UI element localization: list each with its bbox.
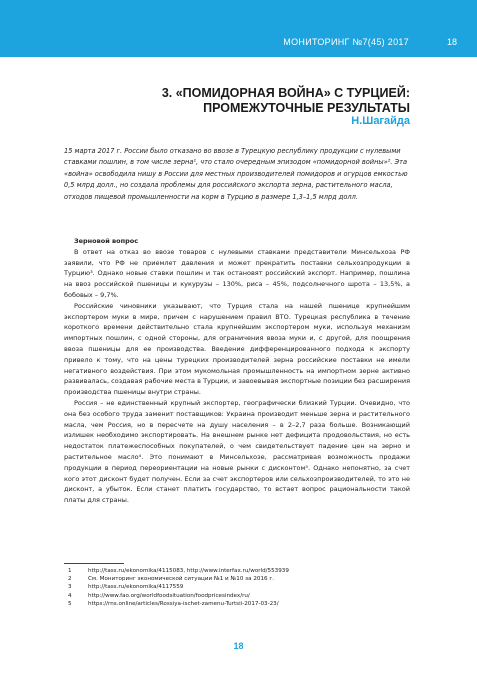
footnote-divider <box>64 563 124 564</box>
journal-title: МОНИТОРИНГ №7(45) 2017 <box>283 37 409 47</box>
footnote-link[interactable]: http://tass.ru/ekonomika/4117559 <box>88 584 184 591</box>
body-paragraph: В ответ на отказ во ввозе товаров с нулевыми ставками представители Минсельхоза РФ заявили, что РФ не приемлет давления и может прекратить поставки сельхозпродукции в Турцию³. Однако новые ставки пошлин и так остановят российский экспорт. Например, пошлина на ввоз российской пшеницы и кукурузы – 130%, риса – 45%, подсолнечного шрота – 13,5%, а бобовых – 9,7%. <box>64 247 410 299</box>
section-heading: Зерновой вопрос <box>74 237 139 245</box>
footnote-link[interactable]: http://tass.ru/ekonomika/4115083, http://www.interfax.ru/world/553939 <box>88 568 289 574</box>
footnote <box>64 583 410 591</box>
footnote <box>64 600 410 608</box>
footnote <box>64 592 410 600</box>
article-title-line-2: ПРОМЕЖУТОЧНЫЕ РЕЗУЛЬТАТЫ <box>203 101 410 115</box>
body-paragraph: Российские чиновники указывают, что Турция стала на нашей пшенице крупнейшим экспортером муки в мире, причем с нарушением правил ВТО. Турецкая республика в течение короткого времени действительно стала крупнейшим экспортером муки, используя механизм импортных пошлин, с одной стороны, для ограничения ввоза муки и, с другой, для поощрения ввоза пшеницы для ее производства. Введение дифференцированного подхода к экспорту привело к тому, что на цены турецких производителей зерна российские поставки не имели негативного воздействия. При этом мукомольная промышленность на импортном зерне активно развивалась, создавая рабочие места в Турции, и завоевывая экспортные позиции без расширения производства пшеницы внутри страны. <box>64 301 410 397</box>
header-bar <box>0 0 477 57</box>
header-page-number: 18 <box>446 37 457 47</box>
article-title-line-1: 3. «ПОМИДОРНАЯ ВОЙНА» С ТУРЦИЕЙ: <box>161 86 410 100</box>
page-folio: 18 <box>233 641 244 651</box>
footnote-link[interactable]: http://www.fao.org/worldfoodsituation/foodpricesindex/ru/ <box>88 592 250 599</box>
article-author: Н.Шагайда <box>351 115 410 127</box>
footnote-number: 5 <box>68 600 72 607</box>
footnote-number: 3 <box>68 584 72 591</box>
footnote <box>64 575 410 583</box>
article-body <box>64 236 410 506</box>
footnote-number: 1 <box>68 568 72 574</box>
footnote-text: См. Мониторинг экономической ситуации №1 и №10 за 2016 г. <box>88 576 275 583</box>
article-lead: 15 марта 2017 г. России было отказано во ввозе в Турецкую республику продукции с нулевыми ставками пошлин, в том числе зерна¹, что стало очередным эпизодом «помидорной войны»². Эта «война» освободила нишу в России для местных производителей помидоров и огурцов емкостью 0,5 млрд долл., но создала проблемы для российского экспорта зерна, растительного масла, отходов пищевой промышленности на корм в Турцию в размере 1,3–1,5 млрд долл. <box>64 147 408 201</box>
body-paragraph: Россия – не единственный крупный экспортер, географически близкий Турции. Очевидно, что она без особого труда заменит поставщиков: Украина производит меньше зерна и растительного масла, чем Россия, но в пересчете на душу населения – в 2–2,7 раза больше. Возникающий излишек необходимо экспортировать. На внешнем рынке нет дефицита продовольствия, но есть недостаток платежеспособных покупателей, о чем свидетельствует падение цен на зерно и растительное масло⁴. Это понимают в Минсельхозе, рассматривая возможность продажи продукции в период переориентации на новые рынки с дисконтом⁵. Однако непонятно, за счет кого этот дисконт будет получен. Если за счет экспортеров или сельхозпроизводителей, то это не дисконт, а убыток. Если станет платить государство, то встает вопрос рациональности такой платы для страны. <box>64 398 410 505</box>
footnote-link[interactable]: https://rns.online/articles/Rossiya-ischet-zamenu-Turtsii-2017-03-23/ <box>88 600 279 607</box>
article-title <box>64 86 410 116</box>
footnotes <box>64 567 410 608</box>
footnote-number: 4 <box>68 592 72 599</box>
footnote <box>64 567 410 575</box>
footnote-number: 2 <box>68 576 72 583</box>
